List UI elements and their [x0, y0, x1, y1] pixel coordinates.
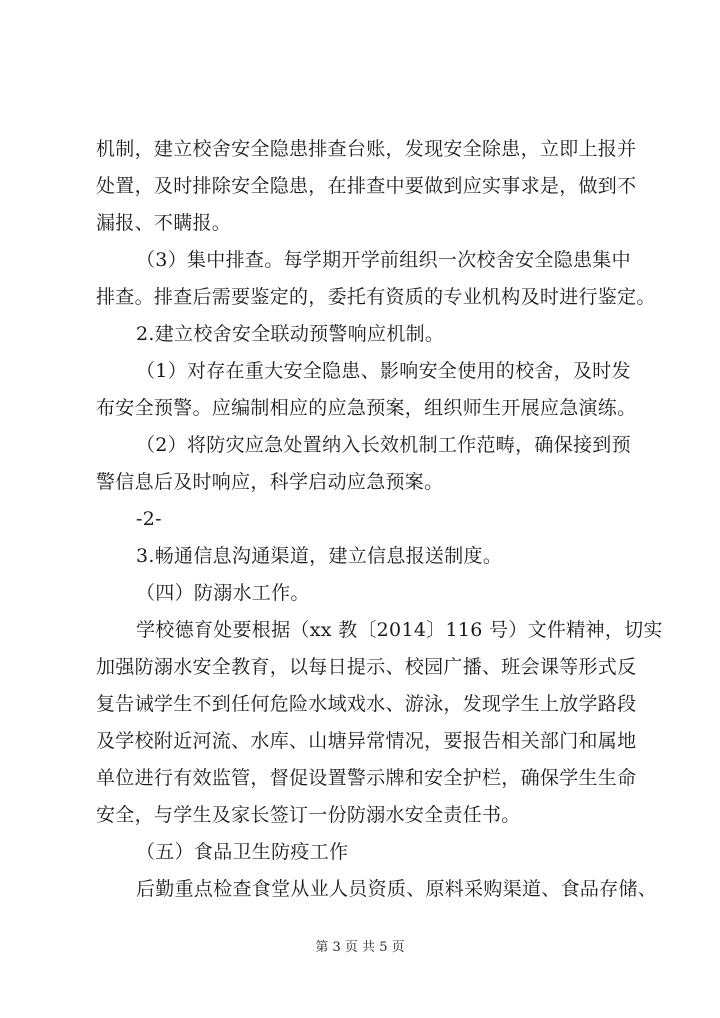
text-line: 加强防溺水安全教育，以每日提示、校园广播、班会课等形式反	[96, 656, 637, 678]
text-line: 复告诫学生不到任何危险水域戏水、游泳，发现学生上放学路段	[96, 693, 637, 715]
text-line: 学校德育处要根据（xx 教〔2014〕116 号）文件精神，切实	[136, 619, 663, 641]
inline-page-marker: -2-	[136, 508, 162, 530]
page-footer: 第 3 页 共 5 页	[315, 940, 405, 955]
section-heading: （五）食品卫生防疫工作	[136, 841, 349, 863]
text-line: 漏报、不瞒报。	[96, 212, 232, 234]
text-line: 后勤重点检查食堂从业人员资质、原料采购渠道、食品存储、	[136, 878, 658, 900]
text-line: 及学校附近河流、水库、山塘异常情况，要报告相关部门和属地	[96, 730, 637, 752]
section-heading: 2.建立校舍安全联动预警响应机制。	[136, 323, 445, 345]
text-line: 单位进行有效监管，督促设置警示牌和安全护栏，确保学生生命	[96, 767, 637, 789]
section-heading: 3.畅通信息沟通渠道，建立信息报送制度。	[136, 545, 503, 567]
text-line: 安全，与学生及家长签订一份防溺水安全责任书。	[96, 804, 521, 826]
text-line: （1）对存在重大安全隐患、影响安全使用的校舍，及时发	[136, 360, 631, 382]
text-line: 机制，建立校舍安全隐患排查台账，发现安全除患，立即上报并	[96, 138, 637, 160]
text-line: 处置，及时排除安全隐患，在排查中要做到应实事求是，做到不	[96, 175, 637, 197]
text-line: 布安全预警。应编制相应的应急预案，组织师生开展应急演练。	[96, 397, 637, 419]
text-line: （3）集中排查。每学期开学前组织一次校舍安全隐患集中	[136, 249, 631, 271]
text-line: （2）将防灾应急处置纳入长效机制工作范畴，确保接到预	[136, 434, 631, 456]
text-line: 警信息后及时响应，科学启动应急预案。	[96, 471, 444, 493]
text-line: 排查。排查后需要鉴定的，委托有资质的专业机构及时进行鉴定。	[96, 286, 656, 308]
section-heading: （四）防溺水工作。	[136, 582, 310, 604]
